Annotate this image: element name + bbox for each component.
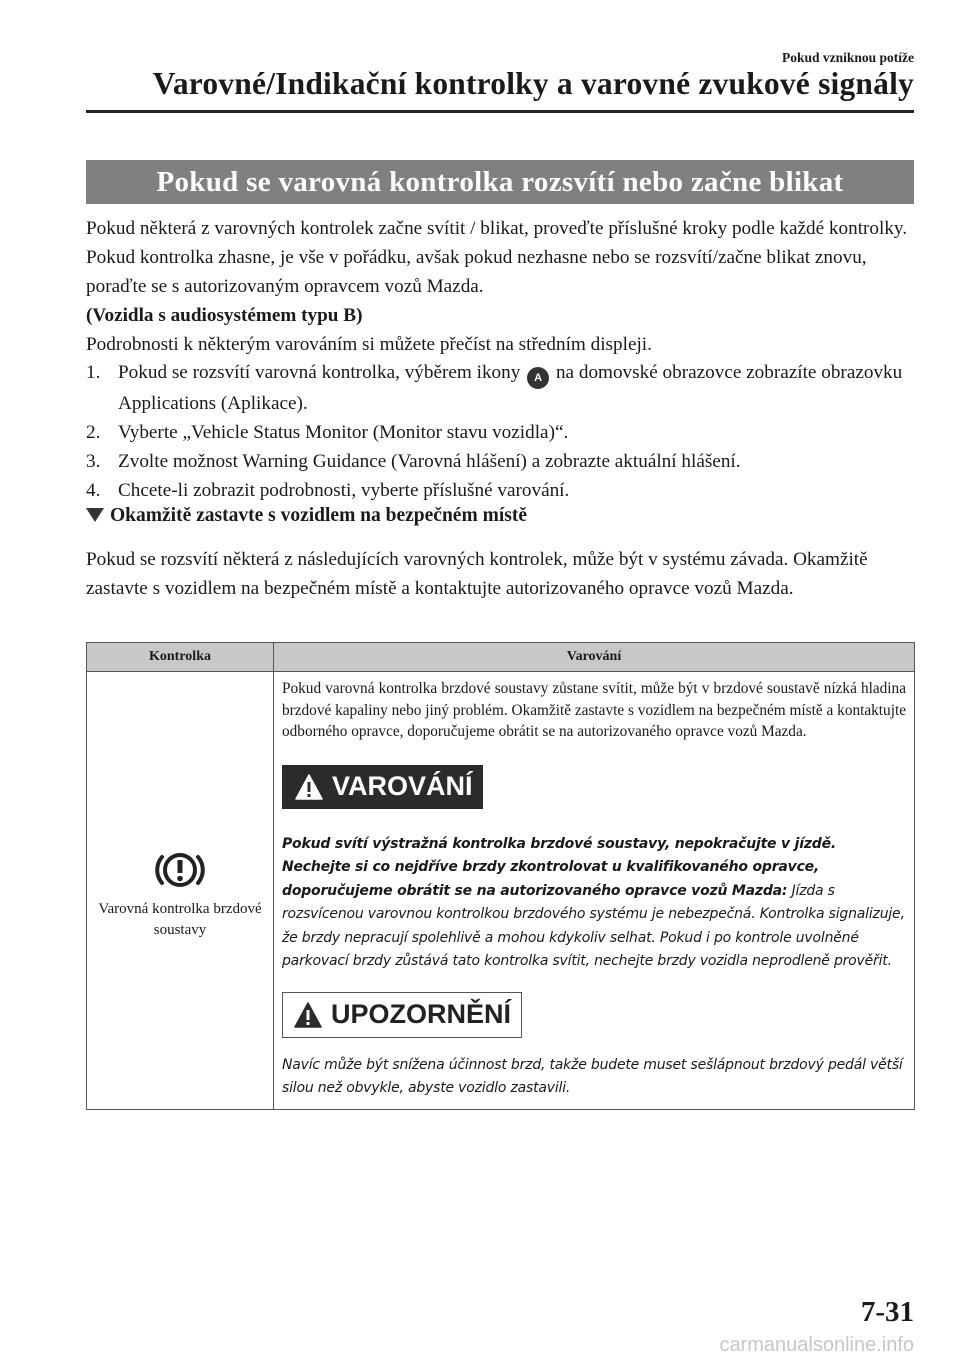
table-header-row [87, 643, 915, 672]
step-text: Chcete-li zobrazit podrobnosti, vyberte příslušné varování. [118, 480, 570, 501]
column-header-warning: Varování [274, 643, 915, 672]
step-text: Zvolte možnost Warning Guidance (Varovná hlášení) a zobrazte aktuální hlášení. [118, 451, 741, 472]
list-item [86, 476, 914, 505]
step-text: Vyberte „Vehicle Status Monitor (Monitor stavu vozidla)“. [118, 422, 569, 443]
step-number: 3. [86, 451, 101, 472]
warning-description: Pokud varovná kontrolka brzdové soustavy zůstane svítit, může být v brzdové soustavě nízká hladina brzdové kapaliny nebo jiný problém. Okamžitě zastavte s vozidlem na bezpečném místě a kontaktujte odborného opravce, doporučujeme obrátit se na autorizovaného opravce vozů Mazda. [282, 680, 906, 740]
warning-label: VAROVÁNÍ [332, 771, 473, 801]
subheading-paragraph: Pokud se rozsvítí některá z následujících varovných kontrolek, může být v systému závada. Okamžitě zastavte s vozidlem na bezpečném místě a kontaktujte autorizovaného opravce vozů Mazda. [86, 549, 868, 599]
step-text: Pokud se rozsvítí varovná kontrolka, výběrem ikony [118, 362, 521, 383]
step-text: na domovské obrazovce zobrazíte obrazovku Applications (Aplikace). [118, 362, 903, 414]
brake-warning-icon [153, 848, 207, 892]
lamp-caption: Varovná kontrolka brzdové soustavy [98, 900, 262, 938]
section-banner: Pokud se varovná kontrolka rozsvítí nebo začne blikat [86, 160, 914, 204]
caution-label-box [282, 992, 522, 1038]
list-item [86, 447, 914, 476]
step-number: 2. [86, 422, 101, 443]
header-rule [86, 110, 914, 113]
steps-list [86, 358, 914, 505]
warning-body [282, 833, 906, 974]
warning-cell [274, 672, 915, 1110]
warning-table [86, 642, 915, 1110]
step-number: 1. [86, 362, 101, 383]
caution-label: UPOZORNĚNÍ [331, 999, 512, 1029]
chapter-title: Varovné/Indikační kontrolky a varovné zvukové signály [152, 66, 914, 101]
warning-label-box [282, 765, 483, 809]
intro-paragraph: Pokud některá z varovných kontrolek začne svítit / blikat, proveďte příslušné kroky podle každé kontrolky. Pokud kontrolka zhasne, je vše v pořádku, avšak pokud nezhasne nebo se rozsvítí/začne blikat znovu, poraďte se s autorizovaným opravcem vozů Mazda. [86, 218, 908, 297]
step-number: 4. [86, 480, 101, 501]
column-header-lamp: Kontrolka [87, 643, 274, 672]
warning-text: Jízda s rozsvícenou varovnou kontrolkou brzdového systému je nebezpečná. Kontrolka signalizuje, že brzdy nepracují spolehlivě a mohou kdykoliv selhat. Pokud i po kontrole uvolněné parkovací brzdy zůstává tato kontrolka svítit, nechejte brzdy vozidla neprodleně prověřit. [282, 882, 905, 969]
triangle-down-icon [86, 508, 104, 522]
table-row [87, 672, 915, 1110]
watermark: carmanualsonline.info [719, 1334, 914, 1356]
warning-bold-text: Pokud svítí výstražná kontrolka brzdové soustavy, nepokračujte v jízdě. Nechejte si co nejdříve brzdy zkontrolovat u kvalifikovaného opravce, doporučujeme obrátit se na autorizovaného opravce vozů Mazda: [282, 835, 837, 899]
page-number: 7-31 [860, 1296, 914, 1328]
caution-triangle-icon [293, 1001, 323, 1029]
applications-icon: A [527, 367, 549, 389]
warning-triangle-icon [294, 773, 324, 801]
intro-paragraph-2: Podrobnosti k některým varováním si můžete přečíst na středním displeji. [86, 334, 652, 355]
lamp-cell [87, 672, 274, 1110]
intro-bold-note: (Vozidla s audiosystémem typu B) [86, 305, 363, 326]
subheading-text: Okamžitě zastavte s vozidlem na bezpečném místě [110, 505, 527, 526]
list-item [86, 358, 914, 418]
list-item [86, 418, 914, 447]
caution-text: Navíc může být snížena účinnost brzd, takže budete muset sešlápnout brzdový pedál větší silou než obvykle, abyste vozidlo zastavili. [282, 1056, 903, 1096]
subheading [86, 505, 527, 527]
intro-block [86, 214, 914, 359]
section-label: Pokud vzniknou potíže [781, 50, 914, 65]
